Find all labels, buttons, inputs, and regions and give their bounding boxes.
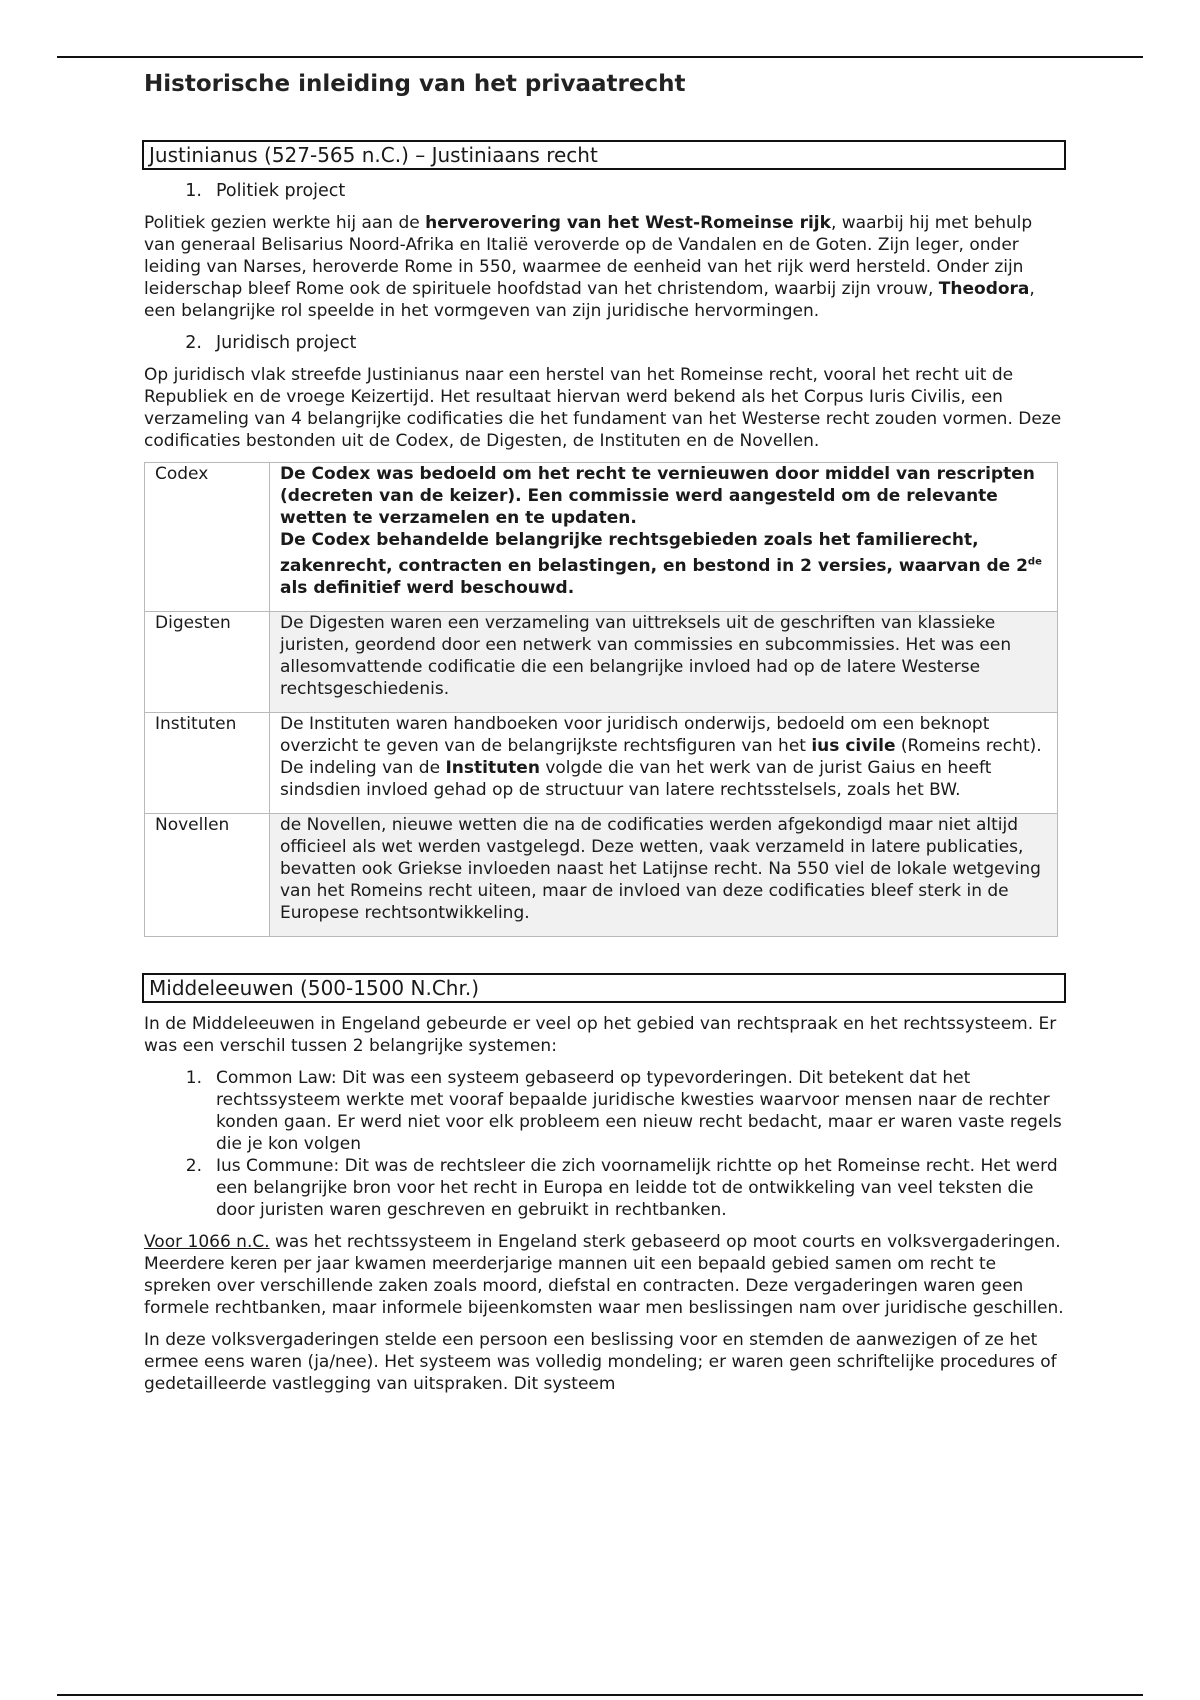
systems-list xyxy=(144,1067,1066,1221)
list-number: 2. xyxy=(185,333,202,353)
table-label-cell: Novellen xyxy=(145,813,270,936)
text-run: volgde die van het werk van de jurist Gaius en heeft sindsdien invloed gehad op de structuur van latere rechtsstelsels, zoals het BW. xyxy=(280,757,992,800)
document-title: Historische inleiding van het privaatrecht xyxy=(144,71,686,97)
table-content-cell: de Novellen, nieuwe wetten die na de codificaties werden afgekondigd maar niet altijd officieel als wet werden vastgelegd. Deze wetten, vaak verzameld in latere publicaties, bevatten ook Griekse invloeden naast het Latijnse recht. Na 550 viel de lokale wetgeving van het Romeins recht uiteen, maar de invloed van deze codificaties bleef sterk in de Europese rechtsontwikkeling. xyxy=(270,813,1058,936)
list-heading-label: Juridisch project xyxy=(216,333,357,353)
text-run: was het rechtssysteem in Engeland sterk gebaseerd op moot courts en volksvergaderingen. Meerdere keren per jaar kwamen meerderjarige mannen uit een bepaald gebied samen om recht te spreken over verschillende zaken zoals moord, diefstal en contracten. Deze vergaderingen waren geen formele rechtbanken, maar informele bijeenkomsten waar men beslissingen nam over juridische geschillen. xyxy=(144,1231,1064,1318)
bold-text: ius civile xyxy=(811,735,896,756)
table-row-codex xyxy=(145,463,1058,612)
superscript: de xyxy=(1027,556,1042,567)
section-heading-justinianus: Justinianus (527-565 n.C.) – Justiniaans recht xyxy=(142,140,1066,170)
table-content-cell xyxy=(270,712,1058,813)
paragraph-middeleeuwen-intro: In de Middeleeuwen in Engeland gebeurde er veel op het gebied van rechtspraak en het rechtssysteem. Er was een verschil tussen 2 belangrijke systemen: xyxy=(144,1013,1057,1056)
paragraph-politiek xyxy=(144,212,1066,322)
table-content-cell: De Digesten waren een verzameling van uittreksels uit de geschriften van klassieke juristen, geordend door een netwerk van commissies en subcommissies. Het was een allesomvattende codificatie die een belangrijke invloed had op de latere Westerse rechtsgeschiedenis. xyxy=(270,611,1058,712)
text-run: , waarbij hij met behulp van generaal Belisarius Noord-Afrika en Italië veroverde op de Vandalen en de Goten. Zijn leger, onder leiding van Narses, heroverde Rome in 550, waarmee de eenheid van het rijk werd hersteld. Onder zijn leiderschap bleef Rome ook de spirituele hoofdstad van het christendom, waarbij zijn vrouw, xyxy=(144,213,1033,299)
text-run: De Codex was bedoeld om het recht te vernieuwen door middel van rescripten (decreten van de keizer). Een commissie werd aangesteld om de relevante wetten te verzamelen en te updaten. xyxy=(280,464,1035,528)
section-heading-middeleeuwen: Middeleeuwen (500-1500 N.Chr.) xyxy=(142,973,1066,1003)
text-run: als definitief werd beschouwd. xyxy=(280,577,575,598)
text-run: , een belangrijke rol speelde in het vormgeven van zijn juridische hervormingen. xyxy=(144,279,1035,321)
numbered-heading-politiek xyxy=(144,180,1066,202)
text-run: De Codex behandelde belangrijke rechtsgebieden zoals het familierecht, zakenrecht, contracten en belastingen, en bestond in 2 versies, waarvan de 2 xyxy=(280,530,1028,576)
paragraph-volksvergaderingen: In deze volksvergaderingen stelde een persoon een beslissing voor en stemden de aanwezigen of ze het ermee eens waren (ja/nee). Het systeem was volledig mondeling; er waren geen schriftelijke procedures of gedetailleerde vastlegging van uitspraken. Dit systeem xyxy=(144,1329,1057,1394)
list-heading-label: Politiek project xyxy=(216,181,346,201)
footer-rule xyxy=(57,1694,1143,1696)
list-number: 1. xyxy=(185,181,202,201)
list-item xyxy=(144,1155,1066,1221)
bold-text: Theodora xyxy=(938,279,1030,299)
text-run: (Romeins recht). De indeling van de xyxy=(280,735,1042,778)
table-row-instituten xyxy=(145,712,1058,813)
list-number: 1. xyxy=(185,1067,202,1088)
table-label-cell: Digesten xyxy=(145,611,270,712)
paragraph-juridisch: Op juridisch vlak streefde Justinianus naar een herstel van het Romeinse recht, vooral het recht uit de Republiek en de vroege Keizertijd. Het resultaat hiervan werd bekend als het Corpus Iuris Civilis, een verzameling van 4 belangrijke codificaties die het fundament van het Westerse recht zouden vormen. Deze codificaties bestonden uit de Codex, de Digesten, de Instituten en de Novellen. xyxy=(144,365,1062,451)
codificaties-table xyxy=(144,462,1058,937)
list-item-text: Common Law: Dit was een systeem gebaseerd op typevorderingen. Dit betekent dat het rechtssysteem werkte met vooraf bepaalde juridische kwesties waarvoor mensen naar de rechter konden gaan. Er werd niet voor elk probleem een nieuw recht bedacht, maar er waren vaste regels die je kon volgen xyxy=(216,1067,1062,1154)
paragraph-voor-1066 xyxy=(144,1231,1066,1319)
table-content-cell xyxy=(270,463,1058,612)
table-label-cell: Codex xyxy=(145,463,270,612)
codex-text xyxy=(280,464,1042,598)
text-run: Politiek gezien werkte hij aan de xyxy=(144,213,426,233)
list-item-text: Ius Commune: Dit was de rechtsleer die zich voornamelijk richtte op het Romeinse recht. Het werd een belangrijke bron voor het recht in Europa en leidde tot de ontwikkeling van veel teksten die door juristen waren geschreven en gebruikt in rechtbanken. xyxy=(216,1155,1058,1220)
numbered-heading-juridisch xyxy=(144,332,1066,354)
text-run: De Instituten waren handboeken voor juridisch onderwijs, bedoeld om een beknopt overzicht te geven van de belangrijkste rechtsfiguren van het xyxy=(280,713,990,756)
table-row-digesten xyxy=(145,611,1058,712)
list-item xyxy=(144,1067,1066,1155)
table-row-novellen xyxy=(145,813,1058,936)
underlined-text: Voor 1066 n.C. xyxy=(144,1231,270,1252)
list-number: 2. xyxy=(185,1155,202,1176)
header-rule xyxy=(57,56,1143,58)
bold-text: herverovering van het West-Romeinse rijk xyxy=(425,213,831,233)
table-label-cell: Instituten xyxy=(145,712,270,813)
document-page xyxy=(144,68,1066,1395)
bold-text: Instituten xyxy=(445,757,540,778)
